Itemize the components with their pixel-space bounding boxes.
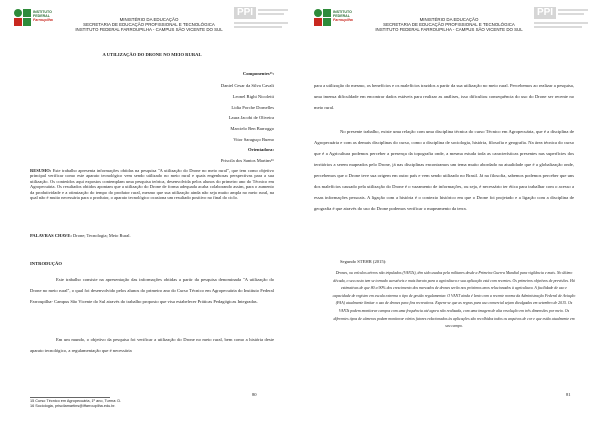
page-header bbox=[0, 6, 300, 42]
author-name: Leonel Righi Nicoletti bbox=[232, 93, 274, 99]
keywords bbox=[30, 232, 274, 240]
author-name: Laura Jacobi de Oliveira bbox=[228, 115, 274, 121]
page-header bbox=[300, 6, 600, 42]
right-page bbox=[300, 0, 600, 424]
institute-logo-text: INSTITUTO FEDERAL Farroupilha bbox=[333, 10, 353, 23]
intro-heading: INTRODUÇÃO bbox=[30, 261, 62, 266]
intro-paragraph-1: Este trabalho consiste na apresentação das informações obtidas a partir da pesquisa denominada "A utilização do Drone no meio rural", o qual foi desenvolvido pelos alunos do primeiro ano do Curso Técnico em Agropecuária do Instituto Federal Farroupilha- Campus São Vicente do Sul através do trabalho proposto que visa estabelecer Práticas Pedagógicas Integradas. bbox=[30, 277, 274, 304]
keywords-text: Drone; Tecnologia; Meio Rural. bbox=[73, 233, 131, 238]
intro-paragraph-2: Em um mundo, o objetivo da pesquisa foi verificar a utilização do Drone no meio rural, bem como a história deste aparato tecnológico, a regulamentação que é necessária bbox=[30, 337, 274, 353]
author-name: Marcielo Ben Barroggo bbox=[230, 126, 274, 132]
author-name: Daniel Cesar da Silva Cavali bbox=[220, 83, 274, 88]
footnote: 15 Curso Técnico em Agropecuária, 1º ano, Turma: D. bbox=[30, 399, 122, 403]
page-number: 81 bbox=[566, 392, 571, 397]
block-quote: Drones, ou veículos aéreos não tripulados (VANTs), têm sido usados pela militares desde a Primeira Guerra Mundial para vigilância e mais. No último década, o seu custo tem se tornado acessíveis e mais barato para a agricultura e sua aplicação está com recentes. Os primeiros objetivos de previsões. Há estimativas de que 80 a 90% dos crescimento dos mercados de drones serão nos próximos anos relacionados à agricultura. A facilidade de uso e capacidade de registro em escala extrema o tipo de gestão regulamentar. O VANT ainda é lento com a recente norma da Administração Federal de Aviação (FAA) atualmente limitar o uso de drones para fins recreativos. Espera-se que as regras para uso comercial sejam divulgadas em setembro de 2015. Os VANTs podem monitorar campos com uma frequência até agora não realizada, com uma imagem de alta resolução em três dimensões por meio. Os diferentes tipos de câmeras podem monitorar vários fatores relacionados às aplicações são recolhidos todos os arquivos de cor e que estão atualmente em seu campo. bbox=[332, 271, 576, 329]
institute-logo bbox=[314, 9, 352, 41]
page-number: 80 bbox=[252, 392, 257, 397]
paragraph-1: para a utilização do mesmo, os benefícios e os malefícios trazidos a partir da sua utilização no meio rural. Percebemos ao realizar a pesquisa, uma imensa dificuldade em encontrar dados estáveis para realizar as análises, isso dificultou consequência do uso do Drone ser recente no meio rural. bbox=[314, 83, 574, 110]
footnote-rule bbox=[30, 397, 110, 398]
components-label: Componentes¹⁵: bbox=[242, 71, 274, 76]
advisor-label: Orientadora: bbox=[247, 147, 274, 152]
author-list bbox=[120, 81, 274, 146]
quote-intro: Segundo STEHR (2015): bbox=[340, 259, 387, 264]
institute-logo bbox=[14, 9, 52, 41]
ppi-logo: PPI bbox=[234, 7, 288, 37]
abstract bbox=[30, 168, 274, 200]
article-title: A UTILIZAÇÃO DO DRONE NO MEIO RURAL bbox=[102, 52, 202, 57]
author-name: Vitor Saraguço Bueno bbox=[233, 136, 274, 142]
header-text: MINISTÉRIO DA EDUCAÇÃO SECRETARIA DE EDUCAÇÃO PROFISSIONAL E TECNOLÓGICA INSTITUTO FEDERAL FARROUPILHA - CAMPUS SÃO VICENTE DO SUL bbox=[75, 17, 223, 33]
advisor-name: Priscila dos Santos Martins¹⁶ bbox=[220, 158, 274, 163]
author-name: Lidia Porche Dornelles bbox=[231, 104, 274, 110]
keywords-label: PALAVRAS CHAVE: bbox=[30, 233, 72, 238]
header-text: MINISTÉRIO DA EDUCAÇÃO SECRETARIA DE EDUCAÇÃO PROFISSIONAL E TECNOLÓGICA INSTITUTO FEDERAL FARROUPILHA - CAMPUS SÃO VICENTE DO SUL bbox=[375, 17, 523, 33]
paragraph-2: No presente trabalho, existe uma relação com uma disciplina técnica do curso Técnico em Agropecuária, que é a disciplina de Agropecuária e com as demais disciplinas do curso, como a disciplina de sociologia, história, filosofia e geografia. Na área técnica do curso que é a Agricultura podemos perceber a presença da topografia onde, a mesma estuda toda as características presentes nas superfícies dos territórios a serem mapeados pelo Drone, já nas disciplinas encontramos um tema muito abordado na atualidade que é a globalização onde, percebemos que o Drone teve sua origem em outro país e vem sendo utilizado no Brasil. Já na filosofia, sabemos podemos perceber que uns dos malefícios causado pela utilização do Drone é o vazamento de informações, ou seja, é necessário ter ética para trabalhar com o acesso a essas informações pessoais. A ligação com a história é o contexto histórico em que o Drone foi projetado e a ligação com a disciplina de geografia é que através do uso do Drone podemos verificar o mapeamento da terra. bbox=[314, 129, 574, 211]
institute-logo-text: INSTITUTO FEDERAL Farroupilha bbox=[33, 10, 53, 23]
abstract-label: RESUMO: bbox=[30, 168, 52, 173]
abstract-text: Este trabalho apresenta informações obtidas na pesquisa "A utilização do Drone no meio rural", que tem como objetivo principal verificar como este aparato tecnológico vem sendo utilizado no meio rural e quais engenhosas perspectivas para a sua utilização. Os conteúdos aqui expostos contemplam uma pesquisa teórica, desenvolvida pelos alunos do primeiro ano do Técnico em Agropecuária. Os resultados obtidos apontam que a utilização do Drone de forma adequada acaba colaborando assim, para o aumento da produtividade e a otimização do tempo do produtor rural, mesmo que sua utilização ainda não seja muito ampla no meio rural, na qual não é muito necessária para o produtor, o aparato tecnológico ocasiona um resultado positivo no final do ciclo. bbox=[30, 168, 275, 201]
ppi-logo: PPI bbox=[534, 7, 588, 37]
footnote: 16 Sociologia, priscilamartins@iffarroupilha.edu.br. bbox=[30, 404, 116, 408]
